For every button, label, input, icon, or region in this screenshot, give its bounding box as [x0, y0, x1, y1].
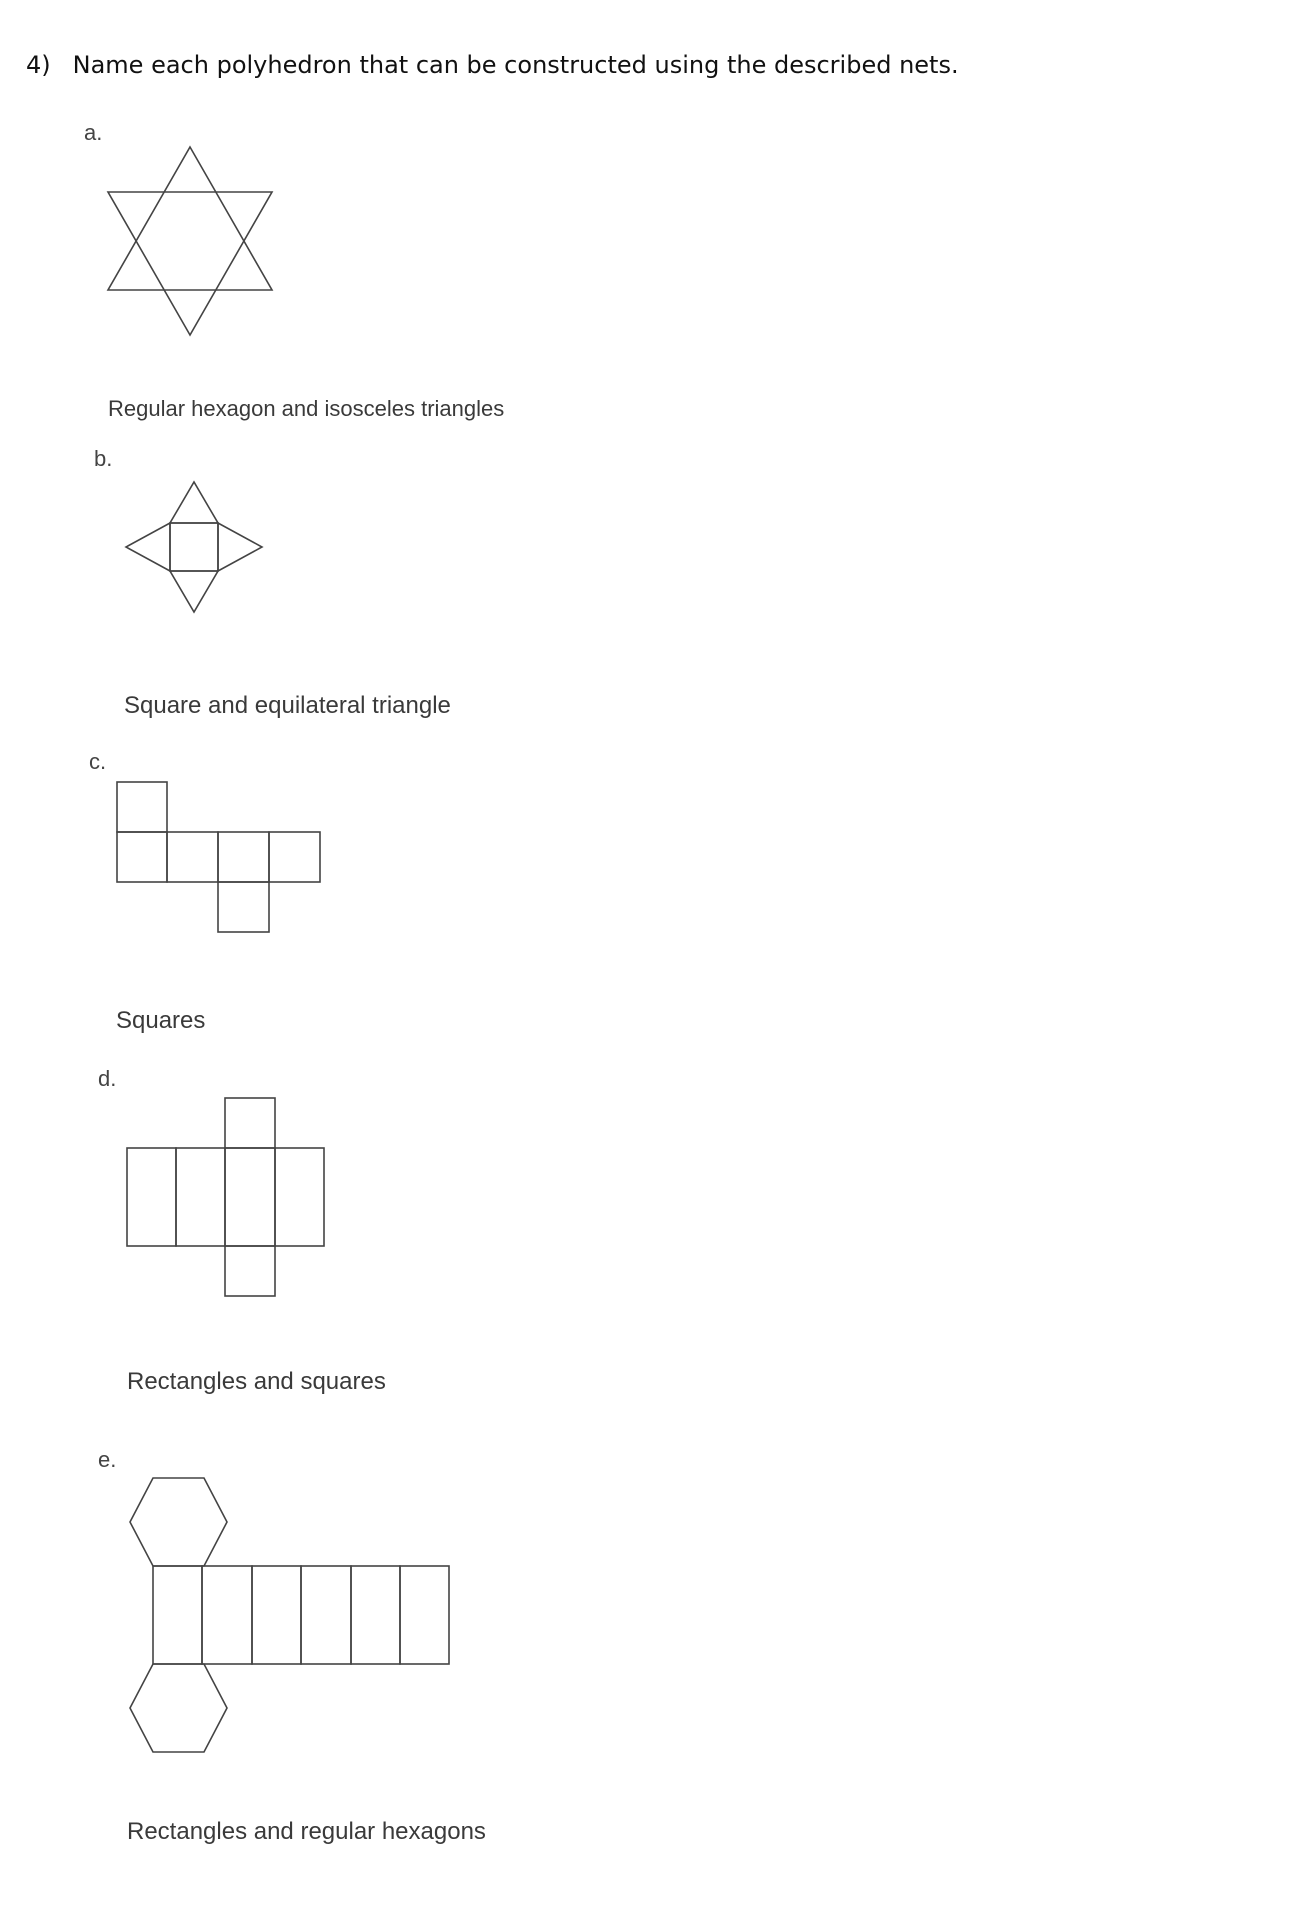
hexagon-top	[130, 1478, 227, 1566]
hex-prism-face-4	[301, 1566, 351, 1664]
hex-prism-face-1	[153, 1566, 202, 1664]
item-d-caption: Rectangles and squares	[127, 1368, 386, 1395]
pyramid-triangle-right	[218, 523, 262, 571]
cube-face-3	[167, 832, 218, 882]
cube-face-2	[117, 832, 167, 882]
item-c-label: c.	[89, 749, 107, 774]
prism-face-bottom	[225, 1246, 275, 1296]
pyramid-triangle-top	[170, 482, 218, 523]
item-d-label: d.	[98, 1066, 117, 1091]
cube-face-6	[218, 882, 269, 932]
hex-prism-face-2	[202, 1566, 252, 1664]
pyramid-base-square	[170, 523, 218, 571]
item-b-label: b.	[94, 446, 113, 471]
item-e-label: e.	[98, 1447, 117, 1472]
question-number: 4)	[26, 51, 51, 79]
item-c-caption: Squares	[116, 1007, 206, 1034]
cube-face-5	[269, 832, 320, 882]
item-a-caption: Regular hexagon and isosceles triangles	[108, 396, 505, 421]
prism-face-1	[127, 1148, 176, 1246]
prism-face-3	[225, 1148, 275, 1246]
item-a-label: a.	[84, 120, 103, 145]
item-b-caption: Square and equilateral triangle	[124, 692, 451, 719]
hexagram-triangle-down	[108, 192, 272, 335]
cube-face-1	[117, 782, 167, 832]
pyramid-triangle-left	[126, 523, 170, 571]
hex-prism-face-5	[351, 1566, 400, 1664]
prism-face-4	[275, 1148, 324, 1246]
prism-face-2	[176, 1148, 225, 1246]
hex-prism-face-6	[400, 1566, 449, 1664]
hex-prism-face-3	[252, 1566, 301, 1664]
prism-face-top	[225, 1098, 275, 1148]
pyramid-triangle-bottom	[170, 571, 218, 612]
cube-face-4	[218, 832, 269, 882]
hexagram-triangle-up	[108, 147, 272, 290]
hexagon-bottom	[130, 1664, 227, 1752]
question-prompt	[26, 51, 959, 79]
question-text: Name each polyhedron that can be constructed using the described nets.	[72, 51, 959, 79]
item-e-caption: Rectangles and regular hexagons	[127, 1818, 486, 1845]
